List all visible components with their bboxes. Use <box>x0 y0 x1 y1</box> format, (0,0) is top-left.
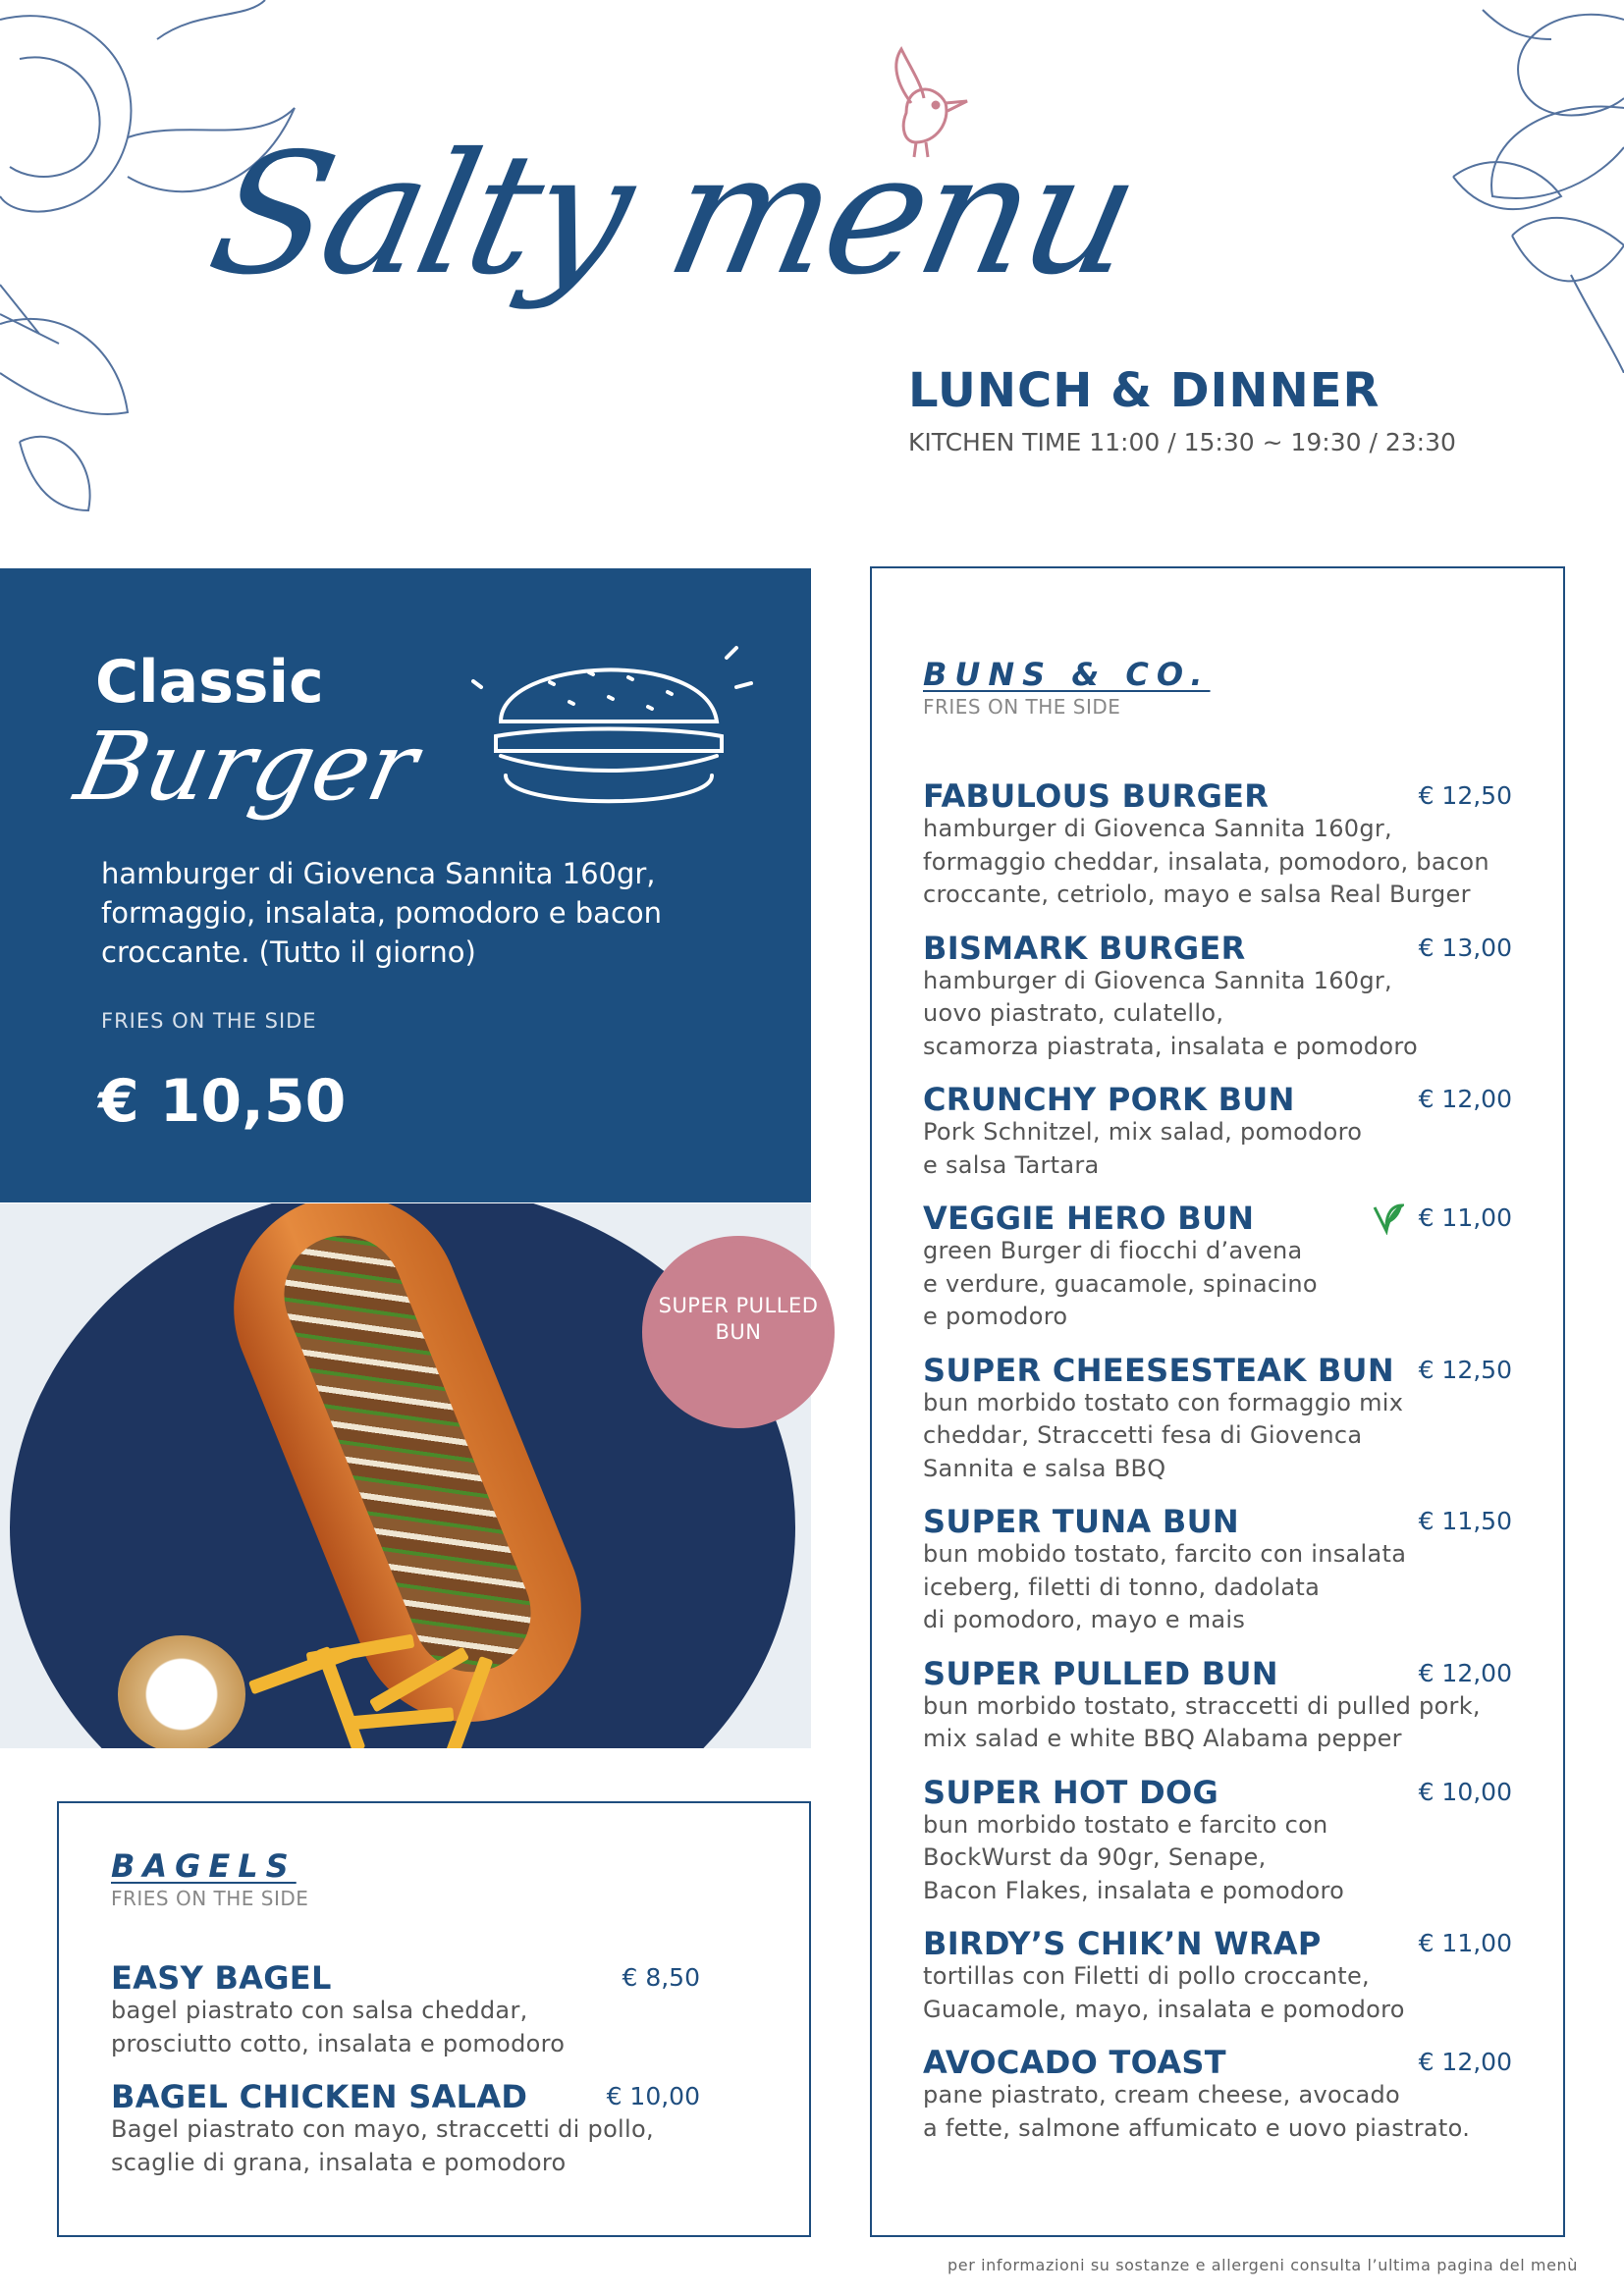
item-price: € 12,50 <box>1418 1355 1512 1384</box>
service-subtitle: LUNCH & DINNER <box>908 363 1380 418</box>
menu-item <box>111 1961 700 2060</box>
burger-title-script: Burger <box>67 712 427 822</box>
bagels-subtitle: FRIES ON THE SIDE <box>111 1887 309 1910</box>
menu-item <box>923 779 1512 912</box>
item-name: BISMARK BURGER <box>923 929 1246 967</box>
item-price: € 11,00 <box>1418 1929 1512 1957</box>
item-description: bun mobido tostato, farcito con insalata iceberg, filetti di tonno, dadolata di pomodoro, mayo e mais <box>923 1540 1407 1633</box>
buns-subtitle: FRIES ON THE SIDE <box>923 695 1121 719</box>
classic-fries-note: FRIES ON THE SIDE <box>101 1009 317 1033</box>
menu-item <box>923 1773 1512 1908</box>
item-price: € 10,00 <box>1418 1777 1512 1806</box>
bagels-title: BAGELS <box>111 1847 297 1885</box>
item-price: € 12,00 <box>1418 2048 1512 2076</box>
item-description: bun morbido tostato e farcito con BockWurst da 90gr, Senape, Bacon Flakes, insalata e pomodoro <box>923 1810 1345 1904</box>
item-description: Bagel piastrato con mayo, straccetti di pollo, scaglie di grana, insalata e pomodoro <box>111 2115 654 2176</box>
classic-description: hamburger di Giovenca Sannita 160gr, formaggio, insalata, pomodoro e bacon croccante. (Tutto il giorno) <box>101 857 663 969</box>
menu-item <box>923 1083 1512 1182</box>
item-description: hamburger di Giovenca Sannita 160gr, uovo piastrato, culatello, scamorza piastrata, insalata e pomodoro <box>923 966 1418 1060</box>
item-name: EASY BAGEL <box>111 1959 332 1997</box>
item-name: AVOCADO TOAST <box>923 2044 1226 2081</box>
item-price: € 8,50 <box>622 1963 700 1992</box>
item-description: bagel piastrato con salsa cheddar, prosciutto cotto, insalata e pomodoro <box>111 1997 566 2057</box>
floral-illustration-right <box>1375 0 1624 373</box>
item-price: € 12,50 <box>1418 781 1512 810</box>
menu-item <box>923 1505 1512 1637</box>
item-description: Pork Schnitzel, mix salad, pomodoro e salsa Tartara <box>923 1118 1363 1179</box>
page-title: Salty menu <box>194 118 1152 312</box>
item-name: BIRDY’S CHIK’N WRAP <box>923 1925 1322 1962</box>
buns-title: BUNS & CO. <box>923 656 1211 693</box>
item-price: € 12,00 <box>1418 1658 1512 1687</box>
item-name: CRUNCHY PORK BUN <box>923 1081 1295 1118</box>
item-name: SUPER HOT DOG <box>923 1773 1219 1811</box>
bagels-section <box>111 1847 700 2199</box>
item-price: € 11,00 <box>1418 1203 1512 1232</box>
item-name: VEGGIE HERO BUN <box>923 1200 1255 1237</box>
super-pulled-bun-badge: SUPER PULLED BUN <box>648 1242 829 1422</box>
kitchen-hours: KITCHEN TIME 11:00 / 15:30 ~ 19:30 / 23:30 <box>908 428 1456 456</box>
item-price: € 10,00 <box>606 2082 700 2110</box>
menu-item <box>923 1927 1512 2026</box>
menu-item <box>923 1654 1512 1756</box>
item-description: pane piastrato, cream cheese, avocado a fette, salmone affumicato e uovo piastrato. <box>923 2081 1471 2142</box>
buns-section <box>923 656 1512 2164</box>
item-description: tortillas con Filetti di pollo croccante, Guacamole, mayo, insalata e pomodoro <box>923 1962 1405 2023</box>
mayo-dip <box>118 1635 245 1748</box>
item-name: SUPER TUNA BUN <box>923 1503 1239 1540</box>
classic-price: € 10,50 <box>98 1067 347 1136</box>
menu-item <box>923 1201 1512 1334</box>
item-name: SUPER CHEESESTEAK BUN <box>923 1351 1394 1389</box>
vegan-leaf-icon <box>1371 1201 1404 1235</box>
item-description: bun morbido tostato con formaggio mix cheddar, Straccetti fesa di Giovenca Sannita e salsa BBQ <box>923 1388 1404 1482</box>
item-name: FABULOUS BURGER <box>923 777 1270 815</box>
item-price: € 13,00 <box>1418 933 1512 962</box>
item-description: green Burger di fiocchi d’avena e verdure, guacamole, spinacino e pomodoro <box>923 1237 1318 1330</box>
menu-item <box>111 2080 700 2179</box>
classic-title: Classic <box>95 648 324 717</box>
item-name: BAGEL CHICKEN SALAD <box>111 2078 528 2115</box>
burger-illustration-icon <box>471 628 756 834</box>
item-price: € 11,50 <box>1418 1507 1512 1535</box>
item-price: € 12,00 <box>1418 1085 1512 1113</box>
item-description: hamburger di Giovenca Sannita 160gr, formaggio cheddar, insalata, pomodoro, bacon croccante, cetriolo, mayo e salsa Real Burger <box>923 815 1489 908</box>
menu-item <box>923 2046 1512 2145</box>
menu-item <box>923 1351 1512 1486</box>
item-name: SUPER PULLED BUN <box>923 1654 1278 1692</box>
menu-item <box>923 929 1512 1064</box>
allergen-footer-note: per informazioni su sostanze e allergeni consulta l’ultima pagina del menù <box>947 2256 1579 2274</box>
item-description: bun morbido tostato, straccetti di pulled pork, mix salad e white BBQ Alabama pepper <box>923 1691 1481 1752</box>
